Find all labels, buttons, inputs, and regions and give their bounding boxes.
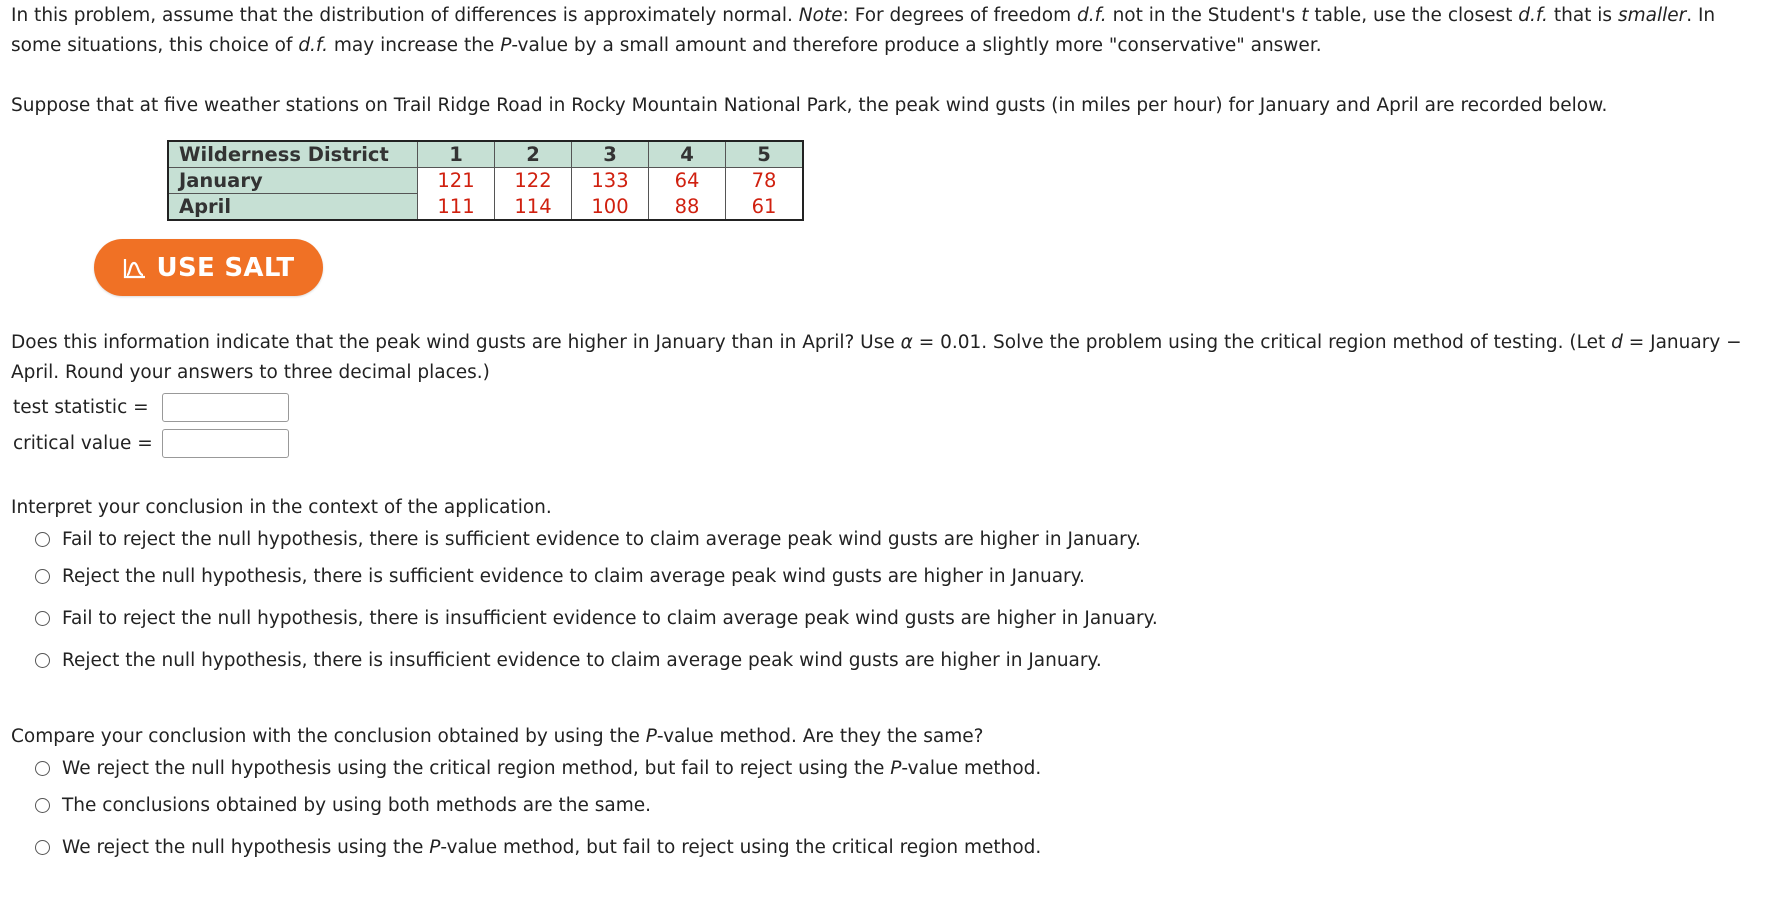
- compare-option-3[interactable]: [11, 826, 1041, 868]
- table-header-label: Wilderness District: [168, 141, 418, 168]
- critical-value-input[interactable]: [162, 429, 289, 458]
- table-cell: 88: [649, 194, 726, 221]
- option-label: We reject the null hypothesis using the P-value method, but fail to reject using the critical region method.: [62, 836, 1042, 858]
- option-label: The conclusions obtained by using both methods are the same.: [62, 794, 652, 816]
- table-cell: 64: [649, 168, 726, 194]
- radio-button[interactable]: [35, 653, 50, 668]
- table-cell: 61: [726, 194, 804, 221]
- compare-option-1[interactable]: [11, 752, 1041, 784]
- row-label-january: January: [168, 168, 418, 194]
- interpret-option-3[interactable]: [11, 597, 1158, 639]
- option-label: Fail to reject the null hypothesis, there is insufficient evidence to claim average peak wind gusts are higher in January.: [62, 607, 1158, 629]
- table-header-row: [168, 141, 803, 168]
- salt-chart-icon: [123, 257, 147, 279]
- district-3: 3: [572, 141, 649, 168]
- question-paragraph: Does this information indicate that the peak wind gusts are higher in January than in April? Use α = 0.01. Solve the problem using the critical region method of testing. (Let d = January − April. Round your answers to three decimal places.): [11, 332, 1742, 383]
- interpret-option-4[interactable]: [11, 639, 1158, 681]
- table-cell: 111: [418, 194, 495, 221]
- table-cell: 133: [572, 168, 649, 194]
- radio-button[interactable]: [35, 761, 50, 776]
- use-salt-label: USE SALT: [156, 252, 295, 283]
- radio-button[interactable]: [35, 840, 50, 855]
- option-label: Fail to reject the null hypothesis, there is sufficient evidence to claim average peak wind gusts are higher in January.: [62, 528, 1141, 550]
- compare-option-2[interactable]: [11, 784, 1041, 826]
- compare-question: [11, 722, 1041, 868]
- radio-button[interactable]: [35, 611, 50, 626]
- table-row: [168, 168, 803, 194]
- radio-button[interactable]: [35, 532, 50, 547]
- critical-value-row: [13, 428, 289, 458]
- table-cell: 100: [572, 194, 649, 221]
- district-1: 1: [418, 141, 495, 168]
- option-label: We reject the null hypothesis using the critical region method, but fail to reject using the P-value method.: [62, 757, 1042, 779]
- table-cell: 78: [726, 168, 804, 194]
- district-2: 2: [495, 141, 572, 168]
- table-cell: 122: [495, 168, 572, 194]
- district-5: 5: [726, 141, 804, 168]
- test-statistic-row: [13, 392, 289, 422]
- interpret-option-2[interactable]: [11, 555, 1158, 597]
- compare-prompt: Compare your conclusion with the conclusion obtained by using the P-value method. Are they the same?: [11, 726, 984, 747]
- test-statistic-label: test statistic =: [13, 396, 149, 418]
- interpret-option-1[interactable]: [11, 523, 1158, 555]
- wind-gust-table: [167, 140, 804, 221]
- table-cell: 114: [495, 194, 572, 221]
- interpret-prompt: Interpret your conclusion in the context of the application.: [11, 497, 552, 518]
- option-label: Reject the null hypothesis, there is sufficient evidence to claim average peak wind gusts are higher in January.: [62, 565, 1085, 587]
- option-label: Reject the null hypothesis, there is insufficient evidence to claim average peak wind gusts are higher in January.: [62, 649, 1102, 671]
- interpret-question: [11, 493, 1158, 681]
- intro-paragraph: In this problem, assume that the distribution of differences is approximately normal. Note: For degrees of freedom d.f. not in the Student's t table, use the closest d.f. that is smaller. In some situations, this choice of d.f. may increase the P-value by a small amount and therefore produce a slightly more "conservative" answer.: [11, 5, 1716, 56]
- district-4: 4: [649, 141, 726, 168]
- test-statistic-input[interactable]: [162, 393, 289, 422]
- table-row: [168, 194, 803, 221]
- radio-button[interactable]: [35, 569, 50, 584]
- row-label-april: April: [168, 194, 418, 221]
- table-cell: 121: [418, 168, 495, 194]
- radio-button[interactable]: [35, 798, 50, 813]
- setup-paragraph: Suppose that at five weather stations on Trail Ridge Road in Rocky Mountain National Park, the peak wind gusts (in miles per hour) for January and April are recorded below.: [11, 95, 1608, 116]
- critical-value-label: critical value =: [13, 432, 153, 454]
- use-salt-button[interactable]: [94, 239, 323, 296]
